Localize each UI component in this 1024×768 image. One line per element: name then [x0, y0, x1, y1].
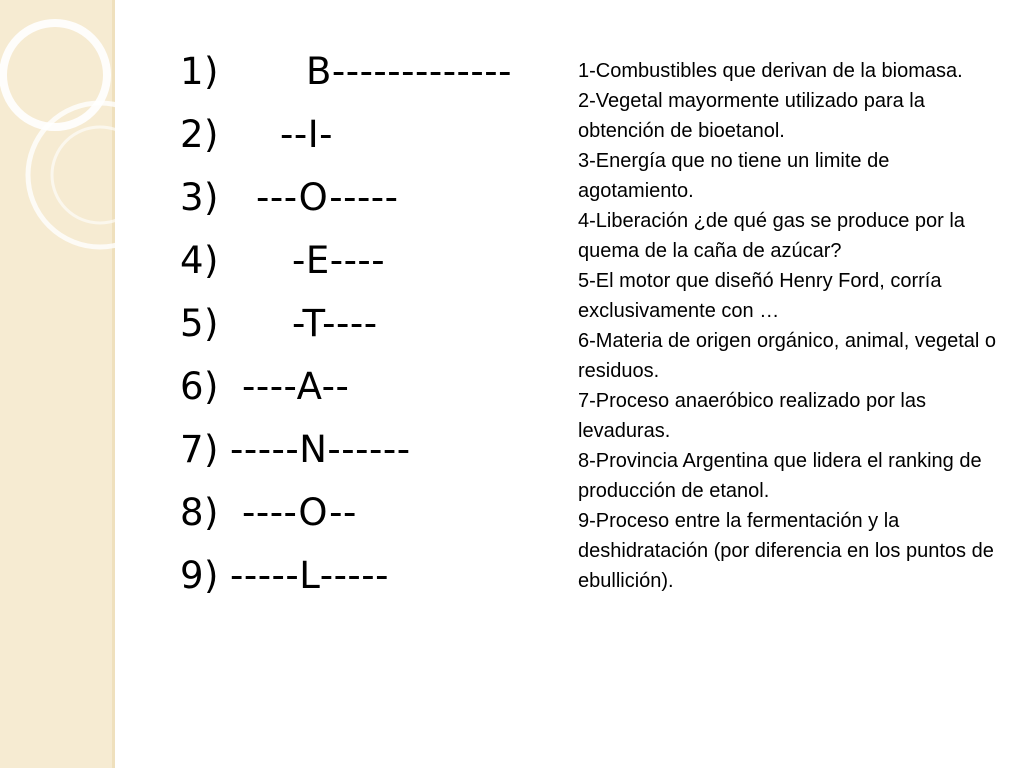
- row-pattern: ---O-----: [256, 176, 399, 219]
- row-number: 6): [180, 365, 219, 408]
- clue-3: 3-Energía que no tiene un limite de agotamiento.: [578, 150, 890, 202]
- decorative-rings: [0, 0, 160, 768]
- clue-4: 4-Liberación ¿de qué gas se produce por la quema de la caña de azúcar?: [578, 210, 965, 262]
- row-number: 4): [180, 239, 219, 282]
- row-number: 2): [180, 113, 219, 156]
- row-number: 1): [180, 50, 219, 93]
- puzzle-row-4: [180, 229, 570, 292]
- crossword-pattern-list: [180, 40, 570, 607]
- row-number: 7): [180, 428, 219, 471]
- row-number: 9): [180, 554, 219, 597]
- row-pattern: -----N------: [230, 428, 411, 471]
- ring-top: [3, 23, 107, 127]
- puzzle-row-2: [180, 103, 570, 166]
- row-pattern: ----A--: [242, 365, 350, 408]
- row-pattern: --I-: [280, 113, 333, 156]
- clue-6: 6-Materia de origen orgánico, animal, vegetal o residuos.: [578, 330, 997, 382]
- clue-5: 5-El motor que diseñó Henry Ford, corría exclusivamente con …: [578, 270, 942, 322]
- puzzle-row-6: [180, 355, 570, 418]
- ring-inner: [52, 127, 148, 223]
- row-pattern: -E----: [292, 239, 386, 282]
- puzzle-row-3: [180, 166, 570, 229]
- row-number: 3): [180, 176, 219, 219]
- row-pattern: -T----: [292, 302, 378, 345]
- clue-1: 1-Combustibles que derivan de la biomasa.: [578, 60, 963, 82]
- row-pattern: -----L-----: [230, 554, 389, 597]
- clue-2: 2-Vegetal mayormente utilizado para la obtención de bioetanol.: [578, 90, 925, 142]
- ring-middle: [28, 103, 160, 247]
- puzzle-row-8: [180, 481, 570, 544]
- row-number: 5): [180, 302, 219, 345]
- row-pattern: ----O--: [242, 491, 357, 534]
- clue-list: [578, 56, 998, 596]
- clue-7: 7-Proceso anaeróbico realizado por las levaduras.: [578, 390, 926, 442]
- puzzle-row-5: [180, 292, 570, 355]
- clue-9: 9-Proceso entre la fermentación y la deshidratación (por diferencia en los puntos de ebullición).: [578, 510, 994, 592]
- puzzle-row-1: [180, 40, 570, 103]
- clue-8: 8-Provincia Argentina que lidera el ranking de producción de etanol.: [578, 450, 982, 502]
- puzzle-row-9: [180, 544, 570, 607]
- row-number: 8): [180, 491, 219, 534]
- row-pattern: B-------------: [306, 50, 512, 93]
- puzzle-row-7: [180, 418, 570, 481]
